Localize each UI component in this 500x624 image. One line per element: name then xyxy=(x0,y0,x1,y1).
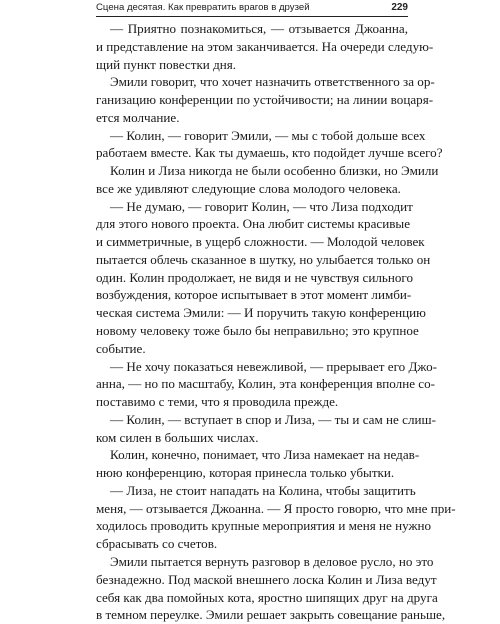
text-line: ется молчание. xyxy=(96,109,180,125)
text-line: ческая система Эмили: — И поручить такую конференцию xyxy=(96,305,426,321)
text-line: Эмили говорит, что хочет назначить ответственного за ор- xyxy=(110,74,435,90)
text-line: работаем вместе. Как ты думаешь, кто подойдет лучше всего? xyxy=(96,145,443,161)
text-line: анна, — но по масштабу, Колин, эта конференция вполне со- xyxy=(96,376,436,392)
text-line: ком силен в больших числах. xyxy=(96,429,259,445)
text-line: для этого нового проекта. Она любит системы красивые xyxy=(96,216,411,232)
body-text xyxy=(96,20,456,623)
text-line: — Приятно познакомиться, — отзывается Джоанна, xyxy=(110,21,408,36)
text-line: поставимо с теми, что я проводила прежде. xyxy=(96,394,339,410)
text-line: ганизацию конференции по устойчивости; на линии воцаря- xyxy=(96,92,434,108)
text-line: Колин, конечно, понимает, что Лиза намекает на недав- xyxy=(110,447,420,463)
text-line: себя как два помойных кота, яростно шипящих друг на друга xyxy=(96,589,438,605)
text-line: щий пункт повестки дня. xyxy=(96,56,237,72)
text-line: пытается облечь сказанное в шутку, но улыбается только он xyxy=(96,251,431,267)
text-line: меня, — отзывается Джоанна. — Я просто говорю, что мне при- xyxy=(96,500,456,516)
text-line: нюю конференцию, которая принесла только убытки. xyxy=(96,465,395,481)
text-line: в темном переулке. Эмили решает закрыть совещание раньше, xyxy=(96,607,446,623)
text-line: событие. xyxy=(96,340,146,356)
text-line: — Колин, — вступает в спор и Лиза, — ты и сам не слиш- xyxy=(110,411,436,427)
text-line: и представление на этом заканчивается. На очереди следую- xyxy=(96,38,434,54)
text-line: — Не думаю, — говорит Колин, — что Лиза подходит xyxy=(110,198,413,214)
text-line: ходилось проводить крупные мероприятия и меня не нужно xyxy=(96,518,432,534)
text-line: возбуждения, которое испытывает в этот момент лимби- xyxy=(96,287,412,303)
text-line: — Не хочу показаться невежливой, — прерывает его Джо- xyxy=(110,358,438,374)
text-line: — Колин, — говорит Эмили, — мы с тобой дольше всех xyxy=(110,127,426,143)
text-line: — Лиза, не стоит нападать на Колина, чтобы защитить xyxy=(110,482,416,498)
text-line: Эмили пытается вернуть разговор в деловое русло, но это xyxy=(110,553,434,569)
text-line: новому человеку тоже было бы неправильно; это крупное xyxy=(96,323,419,339)
page-number: 229 xyxy=(391,2,408,13)
text-line: один. Колин продолжает, не видя и не чувствуя сильного xyxy=(96,269,414,285)
running-header xyxy=(96,2,408,17)
text-line: безнадежно. Под маской внешнего лоска Колин и Лиза ведут xyxy=(96,571,437,587)
text-line: Колин и Лиза никогда не были особенно близки, но Эмили xyxy=(110,163,439,179)
running-title: Сцена десятая. Как превратить врагов в друзей xyxy=(96,2,310,13)
text-line: сбрасывать со счетов. xyxy=(96,536,218,552)
text-line: и симметричные, в ущерб сложности. — Молодой человек xyxy=(96,234,425,250)
text-line: все же удивляют следующие слова молодого человека. xyxy=(96,180,401,196)
